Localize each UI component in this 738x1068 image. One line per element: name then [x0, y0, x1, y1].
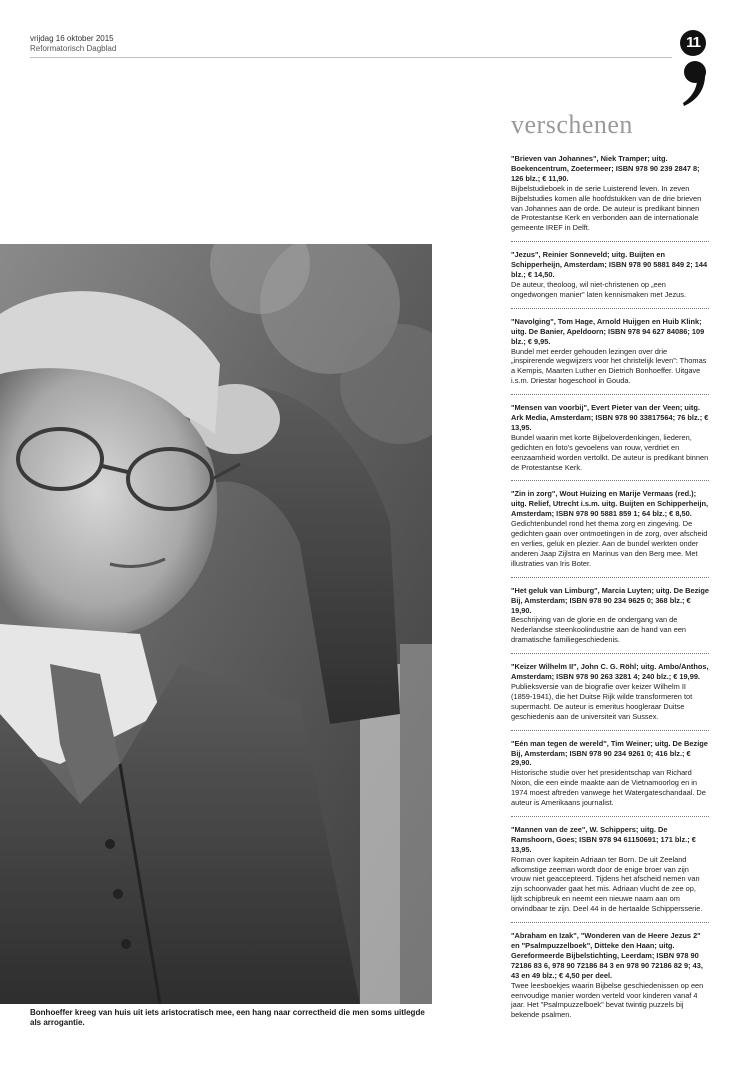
photo-caption: Bonhoeffer kreeg van huis uit iets aristocratisch mee, een hang naar correctheid die men soms uitlegde als arrogantie. [30, 1008, 425, 1027]
book-entry-body: De auteur, theoloog, wil niet-christenen op „een ongedwongen manier” laten kennismaken met Jezus. [511, 279, 687, 299]
portrait-illustration [0, 244, 432, 1004]
book-entry-head: "Keizer Wilhelm II", John C. G. Röhl; uitg. Ambo/Anthos, Amsterdam; ISBN 978 90 263 3281 4; 240 blz.; € 19,99. [511, 662, 709, 682]
book-entry-body: Bijbelstudieboek in de serie Luisterend leven. In zeven Bijbelstudies komen alle hoofdstukken van de drie brieven van Johannes aan de orde. De auteur is predikant binnen de Protestantse Kerk en verbonden aan de internationale gemeente IREF in Delft. [511, 183, 702, 233]
issue-date: vrijdag 16 oktober 2015 [30, 34, 114, 43]
masthead [30, 34, 116, 54]
book-entry-body: Twee leesboekjes waarin Bijbelse geschiedenissen op een eenvoudige manier worden verteld voor kinderen vanaf 4 jaar. Het "Psalmpuzzelboek" bevat twintig puzzels bij bekende psalmen. [511, 980, 704, 1020]
book-entry-head: "Zin in zorg", Wout Huizing en Marije Vermaas (red.); uitg. Relief, Utrecht i.s.m. uitg. Buijten en Schipperheijn, Amsterdam; ISBN 978 90 5881 859 1; 64 blz.; € 8,50. [511, 489, 709, 519]
newspaper-name: Reformatorisch Dagblad [30, 44, 117, 53]
book-entry [511, 586, 709, 654]
book-entry [511, 931, 709, 1028]
book-entry-head: "Navolging", Tom Hage, Arnold Huijgen en Huib Klink; uitg. De Banier, Apeldoorn; ISBN 978 94 627 84086; 109 blz.; € 9,95. [511, 316, 705, 346]
book-entry [511, 825, 709, 923]
book-entry-body: Gedichtenbundel rond het thema zorg en zingeving. De gedichten gaan over ontmoetingen in de zorg, over afscheid en verlies, geluk en plezier. Aan de bundel werkten onder anderen Jaap Zijlstra en Marinus van den Berg mee. Met illustraties van Iris Boter. [511, 519, 708, 568]
book-entry-body: Publieksversie van de biografie over keizer Wilhelm II (1859-1941), die het Duitse Rijk wilde transformeren tot supermacht. De auteur is emeritus hoogleraar Duitse geschiedenis aan de universiteit van Sussex. [511, 681, 693, 721]
section-title: verschenen [511, 110, 633, 139]
portrait-photo [0, 244, 432, 1004]
book-entry-head: "Eén man tegen de wereld", Tim Weiner; uitg. De Bezige Bij, Amsterdam; ISBN 978 90 234 9261 0; 416 blz.; € 29,90. [511, 738, 708, 768]
page-number-badge: 11 [680, 30, 706, 56]
book-entry [511, 662, 709, 730]
book-entry [511, 250, 709, 309]
book-entry-head: "Mannen van de zee", W. Schippers; uitg. De Ramshoorn, Goes; ISBN 978 94 61150691; 171 blz.; € 13,95. [511, 824, 696, 854]
book-entry-body: Bundel met eerder gehouden lezingen over drie „inspirerende wegwijzers voor het christelijk leven”: Thomas a Kempis, Maarten Luther en Dietrich Bonhoeffer. Uitgave i.s.m. Driestar hogeschool in Gouda. [511, 346, 707, 386]
book-entry [511, 739, 709, 817]
book-entry-head: "Brieven van Johannes", Niek Tramper; uitg. Boekencentrum, Zoetermeer; ISBN 978 90 239 2847 8; 126 blz.; € 11,90. [511, 154, 700, 183]
book-entry-head: "Abraham en Izak", "Wonderen van de Heere Jezus 2" en "Psalmpuzzelboek", Ditteke den Haan; uitg. Gereformeerde Bijbelstichting, Leerdam; ISBN 978 90 72186 83 6, 978 90 72186 84 3 en 978 90 72186 82 9; 43, 43 en 49 blz.; € 4,50 per deel. [511, 931, 703, 980]
book-entry-body: Beschrijving van de glorie en de ondergang van de Nederlandse steenkoolindustrie aan de hand van een dramatische familiegeschiedenis. [511, 615, 687, 645]
book-entry-head: "Het geluk van Limburg", Marcia Luyten; uitg. De Bezige Bij, Amsterdam; ISBN 978 90 234 9625 0; 368 blz.; € 19,90. [511, 585, 709, 615]
book-entry-head: "Mensen van voorbij", Evert Pieter van der Veen; uitg. Ark Media, Amsterdam; ISBN 978 90 33817564; 76 blz.; € 13,95. [511, 403, 709, 432]
book-entry [511, 317, 709, 395]
book-entry [511, 403, 709, 481]
book-entry-body: Historische studie over het presidentschap van Richard Nixon, die een einde maakte aan de Vietnamoorlog en in 1974 moest aftreden vanwege het Watergateschandaal. De auteur is Amerikaans journalist. [511, 768, 706, 808]
book-entry [511, 154, 709, 242]
book-entry-body: Roman over kapitein Adriaan ter Born. De uit Zeeland afkomstige zeeman wordt door de enige broer van zijn vrouw niet geaccepteerd. Tijdens het afscheid nemen van zijn schoonvader gaat het mis. Adriaan vlucht de zee op, lijdt schipbreuk en neemt een nieuwe naam aan om onvindbaar te zijn. Deel 44 in de hertaalde Schippersserie. [511, 854, 703, 914]
book-entry-body: Bundel waarin met korte Bijbeloverdenkingen, liederen, gedichten en foto's gevoelens van rouw, verdriet en eenzaamheid worden vertolkt. De auteur is predikant binnen de Protestantse Kerk. [511, 432, 709, 472]
book-entry [511, 489, 709, 577]
book-entry-head: "Jezus", Reinier Sonneveld; uitg. Buijten en Schipperheijn, Amsterdam; ISBN 978 90 5881 849 2; 144 blz.; € 14,50. [511, 250, 708, 280]
header-rule [30, 57, 672, 58]
book-list [511, 154, 709, 1036]
comma-logo-icon [678, 58, 708, 108]
